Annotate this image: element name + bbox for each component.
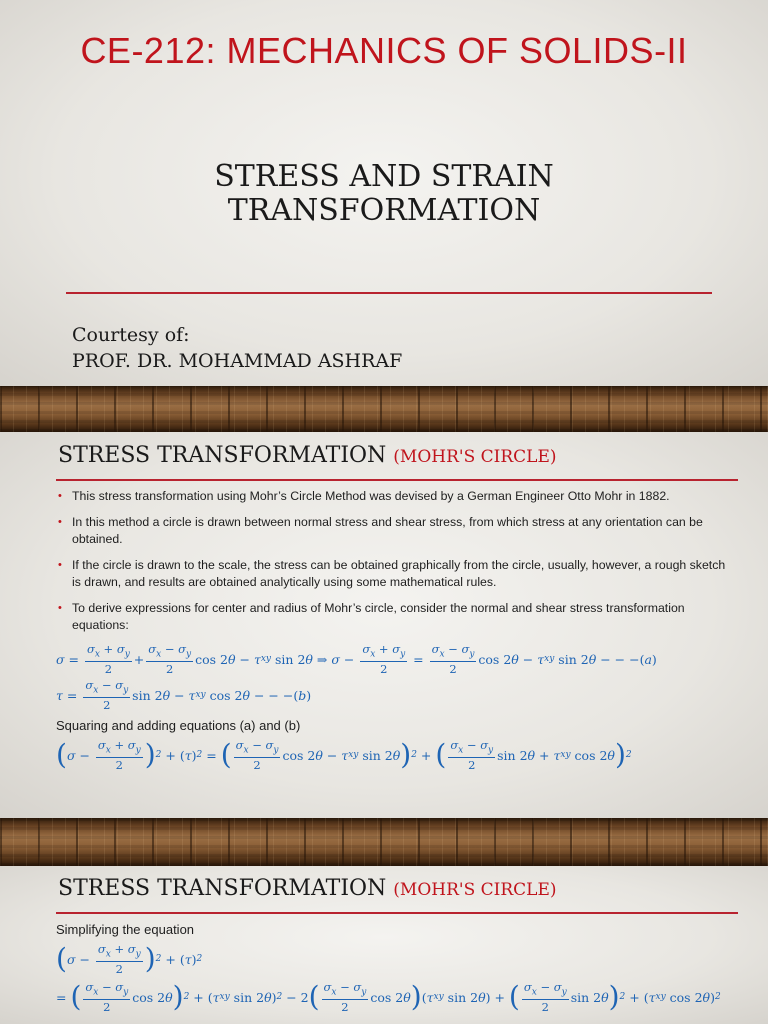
equation-simplify-rhs: = ( $\frac{\sigma_x - \sigma_y}{2}$ cos 2 θ ) 2 + ( τ xy sin 2 θ ) 2 − 2 ( $\frac{\sigma_x - \sigma_y}{2}$ cos 2 θ ) ( τ xy sin 2 θ ) + ( $\frac{\sigma_x - \sigma_y}{2}$ sin 2 θ ) 2 + ( τ xy cos 2 θ ) 2 [56, 980, 721, 1015]
topic-title [0, 160, 768, 228]
equation-b: τ = $\frac{\sigma_x - \sigma_y}{2}$ sin 2 θ − τ xy cos 2 θ − − −( b ) [56, 678, 312, 713]
title-slide [0, 0, 768, 386]
title-rule [56, 479, 738, 481]
slide-title [58, 876, 556, 901]
courtesy-name: PROF. DR. MOHAMMAD ASHRAF [72, 350, 403, 372]
slide-title-sub: (MOHR'S CIRCLE) [393, 880, 557, 900]
course-title: CE-212: MECHANICS OF SOLIDS-II [80, 30, 688, 71]
slide-title-main: STRESS TRANSFORMATION [58, 876, 387, 901]
bullet-list [56, 488, 728, 643]
title-rule [56, 912, 738, 914]
courtesy-label: Courtesy of: [72, 324, 190, 346]
mohr-circle-slide-1 [0, 432, 768, 818]
slide-title [58, 443, 556, 468]
slide-title-main: STRESS TRANSFORMATION [58, 443, 387, 468]
wood-separator [0, 386, 768, 432]
bullet-item: • If the circle is drawn to the scale, the stress can be obtained graphically from the circle, usually, however, a rough sketch is drawn, and results are obtained analytically using some mathematical rules. [56, 557, 728, 591]
mohr-circle-slide-2 [0, 866, 768, 1024]
squaring-text: Squaring and adding equations (a) and (b) [56, 718, 301, 733]
equation-a: σ = $\frac{\sigma_x + \sigma_y}{2}$ + $\frac{\sigma_x - \sigma_y}{2}$ cos 2 θ − τ xy sin 2 θ ⇒ σ − $\frac{\sigma_x + \sigma_y}{2}$ = $\frac{\sigma_x - \sigma_y}{2}$ cos 2 θ − τ xy sin 2 θ − − −( a ) [56, 642, 657, 677]
bullet-item: • This stress transformation using Mohr’s Circle Method was devised by a German Engineer Otto Mohr in 1882. [56, 488, 728, 505]
bullet-item: • In this method a circle is drawn between normal stress and shear stress, from which stress at any orientation can be obtained. [56, 514, 728, 548]
wood-separator [0, 818, 768, 866]
bullet-item: • To derive expressions for center and radius of Mohr’s circle, consider the normal and shear stress transformation equations: [56, 600, 728, 634]
courtesy-block [72, 322, 402, 374]
topic-line-2: TRANSFORMATION [227, 193, 541, 228]
divider [66, 292, 712, 294]
slide-title-sub: (MOHR'S CIRCLE) [393, 447, 557, 467]
topic-line-1: STRESS AND STRAIN [214, 159, 554, 194]
simplify-text: Simplifying the equation [56, 922, 195, 937]
equation-squared: ( σ − $\frac{\sigma_x + \sigma_y}{2}$ ) 2 + ( τ ) 2 = ( $\frac{\sigma_x - \sigma_y}{2}$ cos 2 θ − τ xy sin 2 θ ) 2 + ( $\frac{\sigma_x - \sigma_y}{2}$ sin 2 θ + τ xy cos 2 θ ) 2 [56, 738, 632, 773]
equation-simplify-lhs: ( σ − $\frac{\sigma_x + \sigma_y}{2}$ ) 2 + ( τ ) 2 [56, 942, 203, 977]
